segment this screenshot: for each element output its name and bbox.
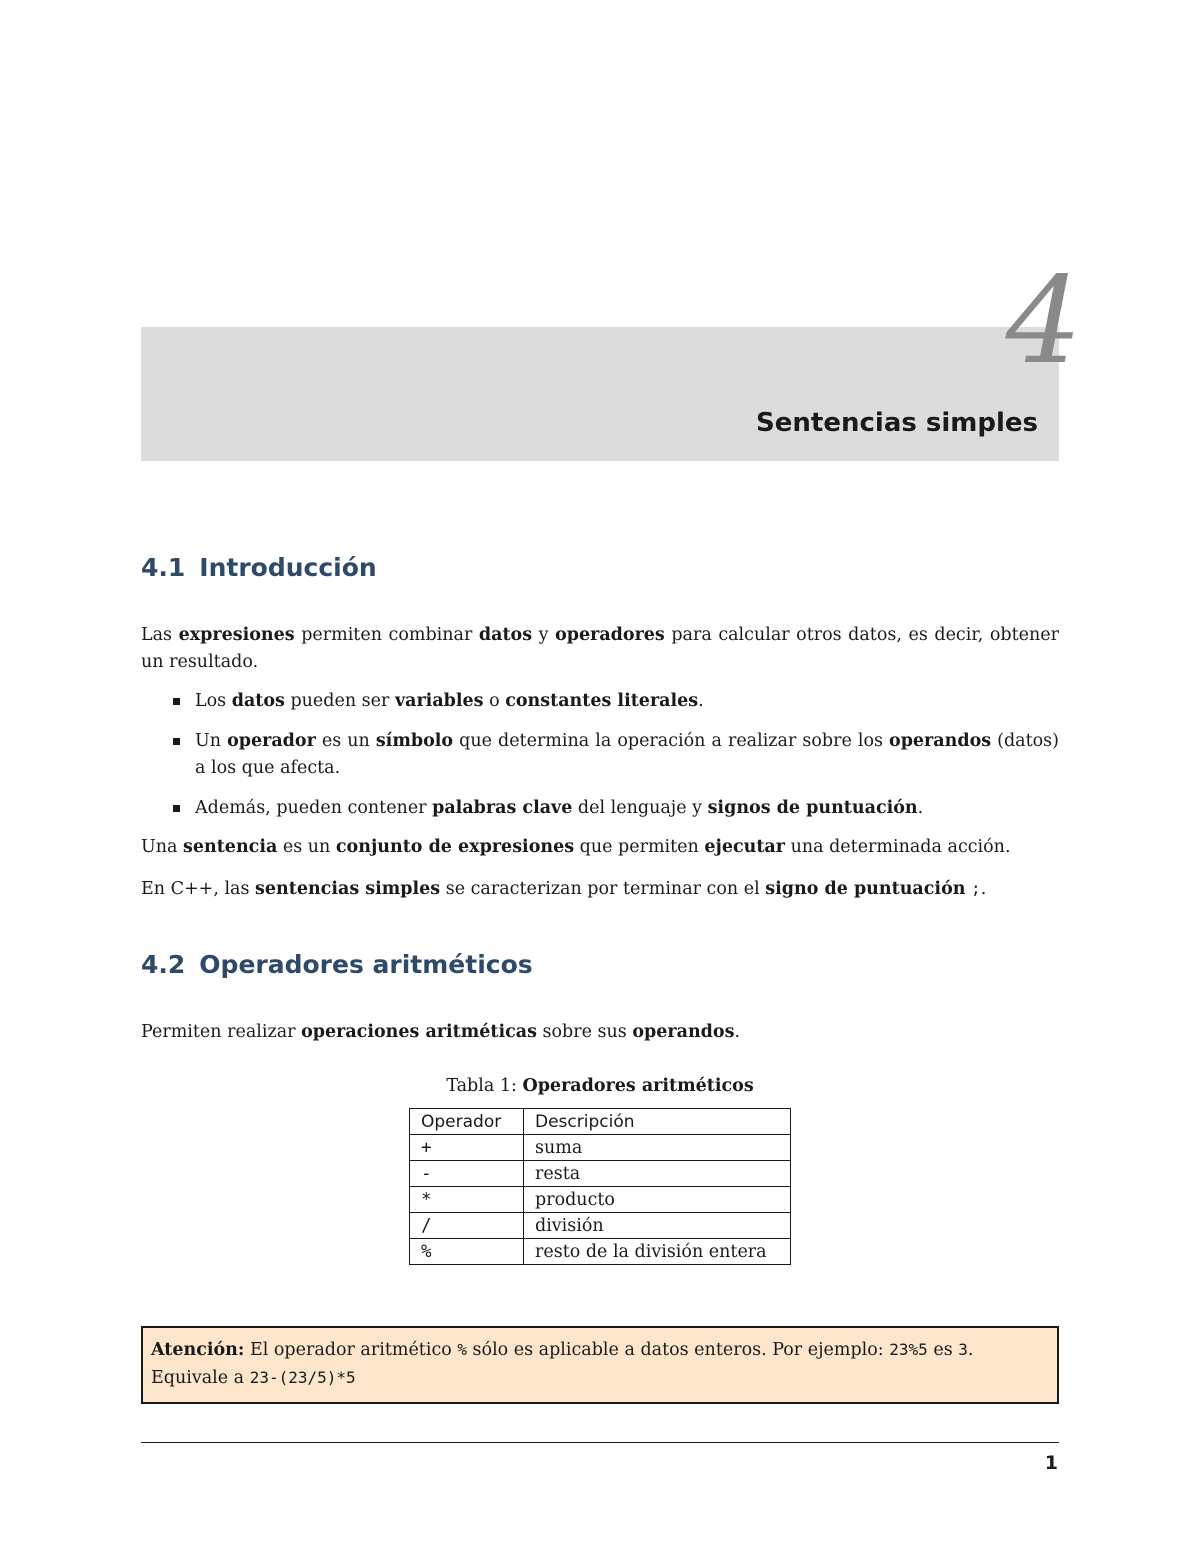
chapter-number: 4 [1005, 252, 1082, 391]
table-cell-description: producto [524, 1187, 791, 1213]
table-header-operador: Operador [410, 1109, 524, 1135]
bullet-square-icon [173, 698, 180, 705]
table-row [410, 1135, 791, 1161]
table-row [410, 1239, 791, 1265]
section-number: 4.1 [141, 553, 186, 582]
bullet-list [141, 688, 1059, 822]
bullet-square-icon [173, 738, 180, 745]
attention-note-box: Atención: El operador aritmético % sólo es aplicable a datos enteros. Por ejemplo: 23%5 es 3. Equivale a 23-(23/5)*5 [141, 1326, 1059, 1404]
table-caption: Tabla 1: Operadores aritméticos [446, 1076, 754, 1096]
section-number: 4.2 [141, 950, 186, 979]
table-cell-operator: - [410, 1161, 524, 1187]
operators-table [409, 1108, 791, 1265]
list-item: Un operador es un símbolo que determina la operación a realizar sobre los operandos (datos) a los que afecta. [141, 728, 1059, 782]
list-item: Los datos pueden ser variables o constantes literales. [141, 688, 1059, 715]
footer-rule [141, 1442, 1059, 1443]
cpp-paragraph: En C++, las sentencias simples se caracterizan por terminar con el signo de puntuación ;. [141, 879, 987, 899]
table-cell-operator: / [410, 1213, 524, 1239]
page-number: 1 [1044, 1452, 1058, 1474]
chapter-title: Sentencias simples [756, 408, 1038, 438]
section-heading-introduccion [141, 553, 377, 582]
table-cell-operator: + [410, 1135, 524, 1161]
table-row [410, 1213, 791, 1239]
note-label: Atención: [151, 1340, 245, 1360]
table-row [410, 1161, 791, 1187]
section-heading-operadores [141, 950, 533, 979]
section-title: Introducción [199, 553, 377, 582]
table-header-descripcion: Descripción [524, 1109, 791, 1135]
chapter-header-box [141, 327, 1059, 461]
table-cell-description: división [524, 1213, 791, 1239]
table-cell-description: suma [524, 1135, 791, 1161]
sentence-paragraph: Una sentencia es un conjunto de expresiones que permiten ejecutar una determinada acción. [141, 837, 1011, 857]
list-item: Además, pueden contener palabras clave del lenguaje y signos de puntuación. [141, 795, 1059, 822]
table-row [410, 1187, 791, 1213]
table-cell-operator: * [410, 1187, 524, 1213]
section-title: Operadores aritméticos [199, 950, 533, 979]
table-header-row [410, 1109, 791, 1135]
operators-intro-paragraph: Permiten realizar operaciones aritméticas sobre sus operandos. [141, 1022, 741, 1042]
table-cell-description: resto de la división entera [524, 1239, 791, 1265]
intro-paragraph: Las expresiones permiten combinar datos y operadores para calcular otros datos, es decir, obtener un resultado. [141, 625, 1059, 672]
table-cell-operator: % [410, 1239, 524, 1265]
bullet-square-icon [173, 805, 180, 812]
table-cell-description: resta [524, 1161, 791, 1187]
